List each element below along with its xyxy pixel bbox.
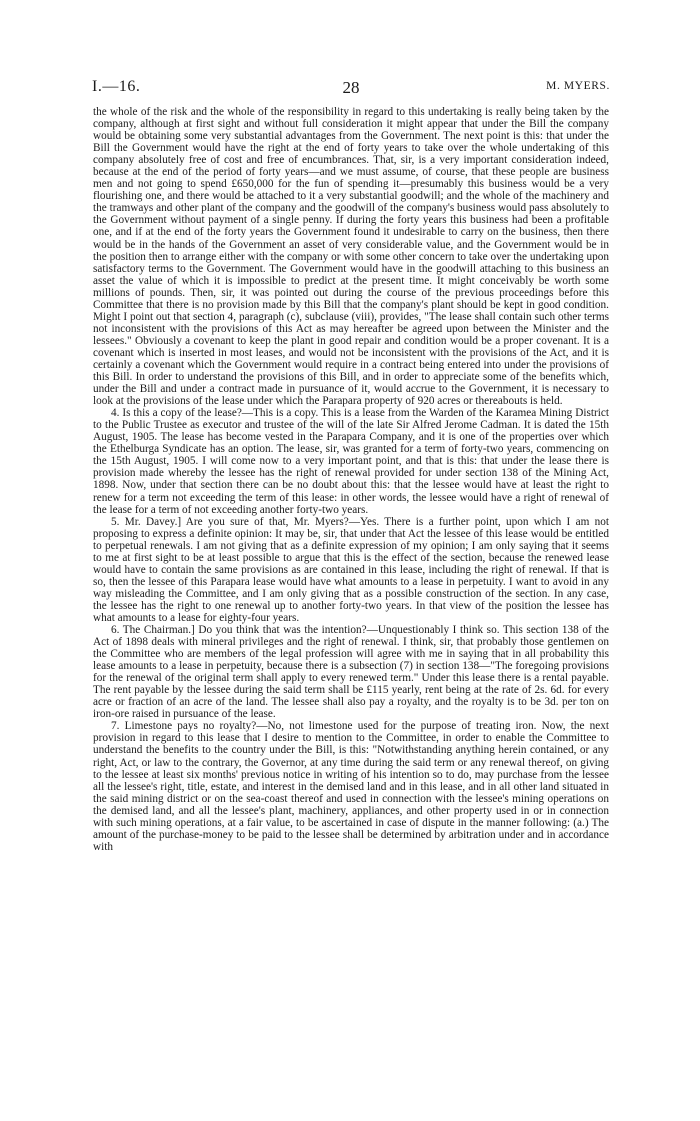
paragraph-question-4: 4. Is this a copy of the lease?—This is a copy. This is a lease from the Warden of the Karamea Mining District to the Public Trustee as executor and trustee of the will of the late Sir Alfred Jerome Cadman. It is dated the 15th August, 1905. The lease has become vested in the Parapara Company, and it is one of the properties over which the Ethelburga Syndicate has an option. The lease, sir, was granted for a term of forty-two years, commencing on the 15th August, 1905. I will come now to a very important point, and that is this: that under the lease there is provision made whereby the lessee has the right of renewal provided for under section 138 of the Mining Act, 1898. Now, under that section there can be no doubt about this: that the lessee would have at least the right to renew for a term not exceeding the term of this lease: in other words, the lessee would have a right of renewal of the lease for a term of not exceeding another forty-two years. (93, 407, 609, 516)
page-header (92, 78, 610, 100)
page-reference: I.—16. (92, 78, 141, 95)
paragraph-continuation: the whole of the risk and the whole of the responsibility in regard to this undertaking is really being taken by the company, although at first sight and without full consideration it might appear that under the Bill the company would be obtaining some very substantial advantages from the Government. The next point is this: that under the Bill the Government would have the right at the end of forty years to take over the whole undertaking of this company absolutely free of cost and free of encumbrances. That, sir, is a very important consideration indeed, because at the end of the period of forty years—and we must assume, of course, that these people are business men and not going to spend £650,000 for the fun of spending it—presumably this business would be a very flourishing one, and there would be attached to it a very substantial goodwill; and the whole of the machinery and the tramways and other plant of the company and the goodwill of the company's business would pass absolutely to the Government without payment of a single penny. If during the forty years this business had been a profitable one, and if at the end of the forty years the Government found it undesirable to carry on the business, then there would be in the hands of the Government an asset of very considerable value, and the Government would be in the position then to arrange either with the company or with some other concern to take over the undertaking upon satisfactory terms to the Government. The Government would have in the goodwill attaching to this business an asset the value of which it is impossible to predict at the present time. It might conceivably be worth some millions of pounds. Then, sir, it was pointed out during the course of the previous proceedings before this Committee that there is no provision made by this Bill that the company's plant should be kept in good condition. Might I point out that section 4, paragraph (c), subclause (viii), provides, "The lease shall contain such other terms not inconsistent with the provisions of this Act as may hereafter be agreed upon between the Minister and the lessees." Obviously a covenant to keep the plant in good repair and condition would be a proper covenant. It is a covenant which is inserted in most leases, and would not be inconsistent with the provisions of the Act, and it is certainly a covenant which the Government would require in a contract being entered into under the provisions of this Bill. In order to understand the provisions of this Bill, and in order to appreciate some of the benefits which, under the Bill and under a contract made in pursuance of it, would accrue to the Government, it is necessary to look at the provisions of the lease under which the Parapara property of 920 acres or thereabouts is held. (93, 106, 609, 408)
witness-name: M. MYERS. (546, 80, 610, 92)
document-body (93, 106, 609, 853)
paragraph-question-5: 5. Mr. Davey.] Are you sure of that, Mr. Myers?—Yes. There is a further point, upon which I am not proposing to express a definite opinion: It may be, sir, that under that Act the lessee of this lease would be entitled to perpetual renewals. I am not giving that as a definite expression of my opinion; I am only saying that it seems to me at first sight to be at least possible to argue that this is the effect of the section, because the renewed lease would have to contain the same provisions as are contained in this lease, including the right of renewal. If that is so, then the lessee of this Parapara lease would have what amounts to a lease in perpetuity. I want to avoid in any way misleading the Committee, and I am only giving that as a possible construction of the section. In any case, the lessee has the right to one renewal up to another forty-two years. In that view of the position the lessee has what amounts to a lease for eighty-four years. (93, 515, 609, 624)
page-number: 28 (342, 78, 360, 97)
paragraph-question-6: 6. The Chairman.] Do you think that was the intention?—Unquestionably I think so. This section 138 of the Act of 1898 deals with mineral privileges and the right of renewal. I think, sir, that probably those gentlemen on the Committee who are members of the legal profession will agree with me in saying that in all probability this lease amounts to a lease in perpetuity, because there is a subsection (7) in section 138—"The foregoing provisions for the renewal of the original term shall apply to every renewed term." Under this lease there is a rental payable. The rent payable by the lessee during the said term shall be £115 yearly, rent being at the rate of 2s. 6d. for every acre or fraction of an acre of the land. The lessee shall also pay a royalty, and the royalty is to be 3d. per ton on iron-ore raised in pursuance of the lease. (93, 624, 609, 721)
paragraph-question-7: 7. Limestone pays no royalty?—No, not limestone used for the purpose of treating iron. Now, the next provision in regard to this lease that I desire to mention to the Committee, in order to enable the Committee to understand the benefits to the country under the Bill, is this: "Notwithstanding anything herein contained, or any right, Act, or law to the contrary, the Governor, at any time during the said term or any renewal thereof, on giving to the lessee at least six months' previous notice in writing of his intention so to do, may purchase from the lessee all the lessee's right, title, estate, and interest in the demised land and in this lease, and in all other land situated in the said mining district or on the sea-coast thereof and used in connection with the lessee's mining operations on the demised land, and all the lessee's plant, machinery, appliances, and other property used in or in connection with such mining operations, at a fair value, to be ascertained in case of dispute in the manner following: (a.) The amount of the purchase-money to be paid to the lessee shall be determined by arbitration under and in accordance with (93, 720, 609, 853)
